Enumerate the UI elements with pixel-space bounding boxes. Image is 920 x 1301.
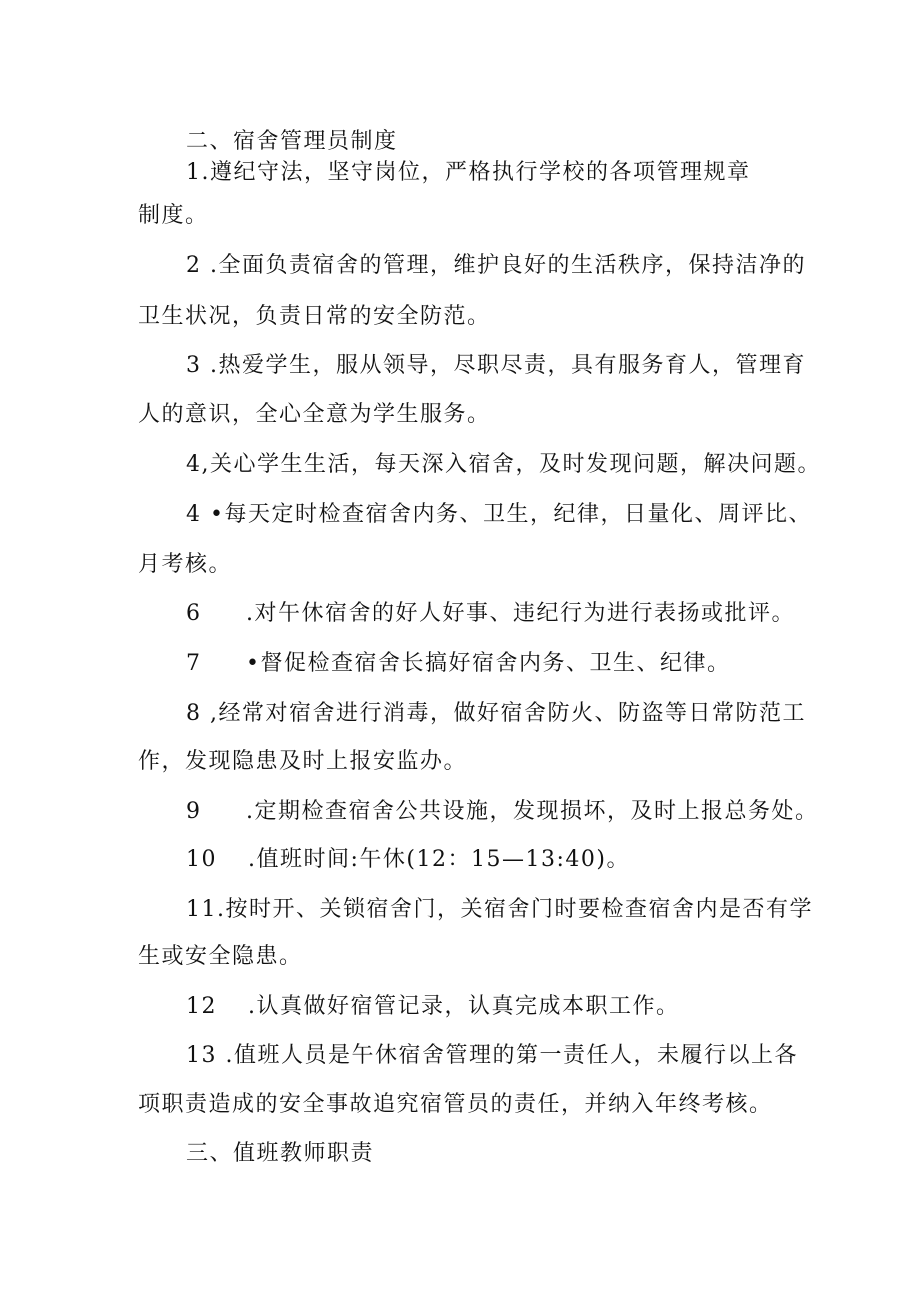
item-10 bbox=[186, 845, 630, 875]
item-11-line-2: 生或安全隐患。 bbox=[138, 944, 303, 969]
item-3-line-1: 3 .热爱学生，服从领导，尽职尽责，具有服务育人，管理育 bbox=[186, 353, 806, 378]
section-heading-2: 二、宿舍管理员制度 bbox=[186, 129, 398, 154]
item-6-number: 6 bbox=[186, 601, 202, 626]
item-13-line-2: 项职责造成的安全事故追究宿管员的责任，并纳入年终考核。 bbox=[138, 1092, 773, 1117]
item-2-line-2: 卫生状况，负责日常的安全防范。 bbox=[138, 304, 491, 329]
item-4b-line-1: 4 •每天定时检查宿舍内务、卫生，纪律，日量化、周评比、 bbox=[186, 502, 812, 527]
item-7-number: 7 bbox=[186, 651, 202, 676]
item-8-line-1: 8 ,经常对宿舍进行消毒，做好宿舍防火、防盗等日常防范工 bbox=[186, 701, 806, 726]
item-12 bbox=[186, 992, 680, 1022]
item-4a-line-1: 4,关心学生生活，每天深入宿舍，及时发现问题，解决问题。 bbox=[186, 452, 821, 477]
item-6-text: .对午休宿舍的好人好事、违纪行为进行表扬或批评。 bbox=[246, 601, 795, 626]
item-9-number: 9 bbox=[186, 799, 202, 824]
section-heading-3: 三、值班教师职责 bbox=[186, 1141, 375, 1166]
item-7 bbox=[186, 649, 730, 679]
item-9 bbox=[186, 797, 819, 827]
item-9-text: .定期检查宿舍公共设施，发现损坏，及时上报总务处。 bbox=[246, 799, 819, 824]
item-2-line-1: 2 .全面负责宿舍的管理，维护良好的生活秩序，保持洁净的 bbox=[186, 253, 806, 278]
item-6 bbox=[186, 599, 795, 629]
item-4b-line-2: 月考核。 bbox=[138, 552, 233, 577]
item-12-number: 12 bbox=[186, 994, 217, 1019]
item-7-text: •督促检查宿舍长搞好宿舍内务、卫生、纪律。 bbox=[246, 651, 731, 676]
item-1-line-2: 制度。 bbox=[138, 203, 209, 228]
item-10-number: 10 bbox=[186, 847, 217, 872]
item-12-text: .认真做好宿管记录，认真完成本职工作。 bbox=[248, 994, 680, 1019]
item-8-line-2: 作，发现隐患及时上报安监办。 bbox=[138, 749, 468, 774]
item-10-text: .值班时间:午休(12：15—13:40)。 bbox=[248, 847, 630, 872]
item-1-line-1: 1.遵纪守法，坚守岗位，严格执行学校的各项管理规章 bbox=[186, 160, 751, 185]
item-11-line-1: 11.按时开、关锁宿舍门，关宿舍门时要检查宿舍内是否有学 bbox=[186, 897, 813, 922]
item-3-line-2: 人的意识，全心全意为学生服务。 bbox=[138, 402, 491, 427]
item-13-line-1: 13 .值班人员是午休宿舍管理的第一责任人，未履行以上各 bbox=[186, 1043, 798, 1068]
